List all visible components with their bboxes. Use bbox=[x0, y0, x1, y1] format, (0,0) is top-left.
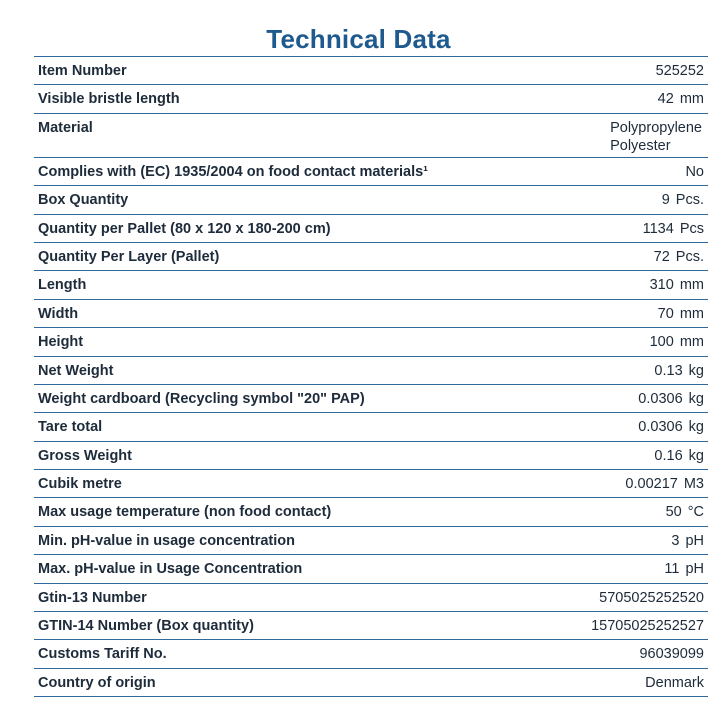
row-value: 1134 Pcs bbox=[642, 220, 704, 237]
table-row-min-ph bbox=[34, 527, 708, 555]
row-label: Country of origin bbox=[38, 674, 156, 691]
row-value: 50 °C bbox=[665, 504, 704, 521]
table-row-tare-total bbox=[34, 413, 708, 441]
row-label: Weight cardboard (Recycling symbol "20" PAP) bbox=[38, 390, 365, 407]
row-label: Item Number bbox=[38, 63, 127, 79]
table-row-length bbox=[34, 271, 708, 299]
table-row-net-weight bbox=[34, 357, 708, 385]
row-label: Max. pH-value in Usage Concentration bbox=[38, 561, 303, 578]
row-label: Customs Tariff No. bbox=[38, 646, 167, 663]
row-label: Max usage temperature (non food contact) bbox=[38, 504, 332, 521]
row-label: Height bbox=[38, 334, 84, 351]
table-row-width bbox=[34, 300, 708, 328]
row-label: Cubik metre bbox=[38, 476, 122, 493]
row-value: 0.13 kg bbox=[654, 362, 704, 379]
table-row-quantity-per-pallet bbox=[34, 215, 708, 243]
table-row-material bbox=[34, 114, 708, 158]
table-row-weight-cardboard bbox=[34, 385, 708, 413]
table-row-bristle-length bbox=[34, 85, 708, 113]
material-line-1: Polypropylene bbox=[610, 119, 702, 136]
row-value: 9 Pcs. bbox=[661, 192, 704, 209]
row-label: Length bbox=[38, 277, 87, 294]
table-row-max-temperature bbox=[34, 498, 708, 526]
row-label: Gtin-13 Number bbox=[38, 589, 147, 606]
row-label: Visible bristle length bbox=[38, 91, 180, 108]
row-label: Min. pH-value in usage concentration bbox=[38, 532, 296, 549]
row-value: No bbox=[685, 163, 704, 180]
table-row-gross-weight bbox=[34, 442, 708, 470]
row-label: Net Weight bbox=[38, 362, 114, 379]
row-value: 0.16 kg bbox=[654, 447, 704, 464]
table-row-cubik-metre bbox=[34, 470, 708, 498]
table-row-gtin-13 bbox=[34, 584, 708, 612]
table-row-max-ph bbox=[34, 555, 708, 583]
row-value: 0.00217 M3 bbox=[625, 476, 704, 493]
row-value: 11 pH bbox=[664, 561, 704, 578]
row-value: 72 Pcs. bbox=[653, 248, 704, 265]
row-value: 310 mm bbox=[649, 277, 704, 294]
row-value: Denmark bbox=[645, 674, 704, 691]
table-row-item-number bbox=[34, 57, 708, 85]
table-row-country-of-origin bbox=[34, 669, 708, 697]
table-row-customs-tariff bbox=[34, 640, 708, 668]
row-value bbox=[610, 119, 708, 155]
row-value: 525252 bbox=[655, 63, 704, 79]
row-value: 96039099 bbox=[639, 646, 704, 663]
row-value: 0.0306 kg bbox=[638, 419, 704, 436]
table-row-quantity-per-layer bbox=[34, 243, 708, 271]
row-value: 42 mm bbox=[657, 91, 704, 108]
row-label: Box Quantity bbox=[38, 192, 129, 209]
material-line-2: Polyester bbox=[610, 137, 671, 154]
row-label: Gross Weight bbox=[38, 447, 132, 464]
row-label: Material bbox=[38, 119, 93, 136]
table-row-height bbox=[34, 328, 708, 356]
row-label: Width bbox=[38, 305, 79, 322]
page-title: Technical Data bbox=[266, 24, 451, 54]
row-value: 15705025252527 bbox=[591, 618, 704, 635]
table-row-box-quantity bbox=[34, 186, 708, 214]
row-value: 70 mm bbox=[657, 305, 704, 322]
row-label: Tare total bbox=[38, 419, 103, 436]
row-value: 5705025252520 bbox=[599, 589, 704, 606]
table-row-gtin-14 bbox=[34, 612, 708, 640]
row-label: Complies with (EC) 1935/2004 on food contact materials¹ bbox=[38, 163, 428, 180]
row-label: GTIN-14 Number (Box quantity) bbox=[38, 618, 254, 635]
row-label: Quantity Per Layer (Pallet) bbox=[38, 248, 220, 265]
row-value: 3 pH bbox=[671, 532, 704, 549]
row-value: 0.0306 kg bbox=[638, 390, 704, 407]
table-row-food-contact bbox=[34, 158, 708, 186]
spec-table bbox=[34, 56, 708, 697]
row-value: 100 mm bbox=[649, 334, 704, 351]
row-label: Quantity per Pallet (80 x 120 x 180-200 cm) bbox=[38, 220, 331, 237]
